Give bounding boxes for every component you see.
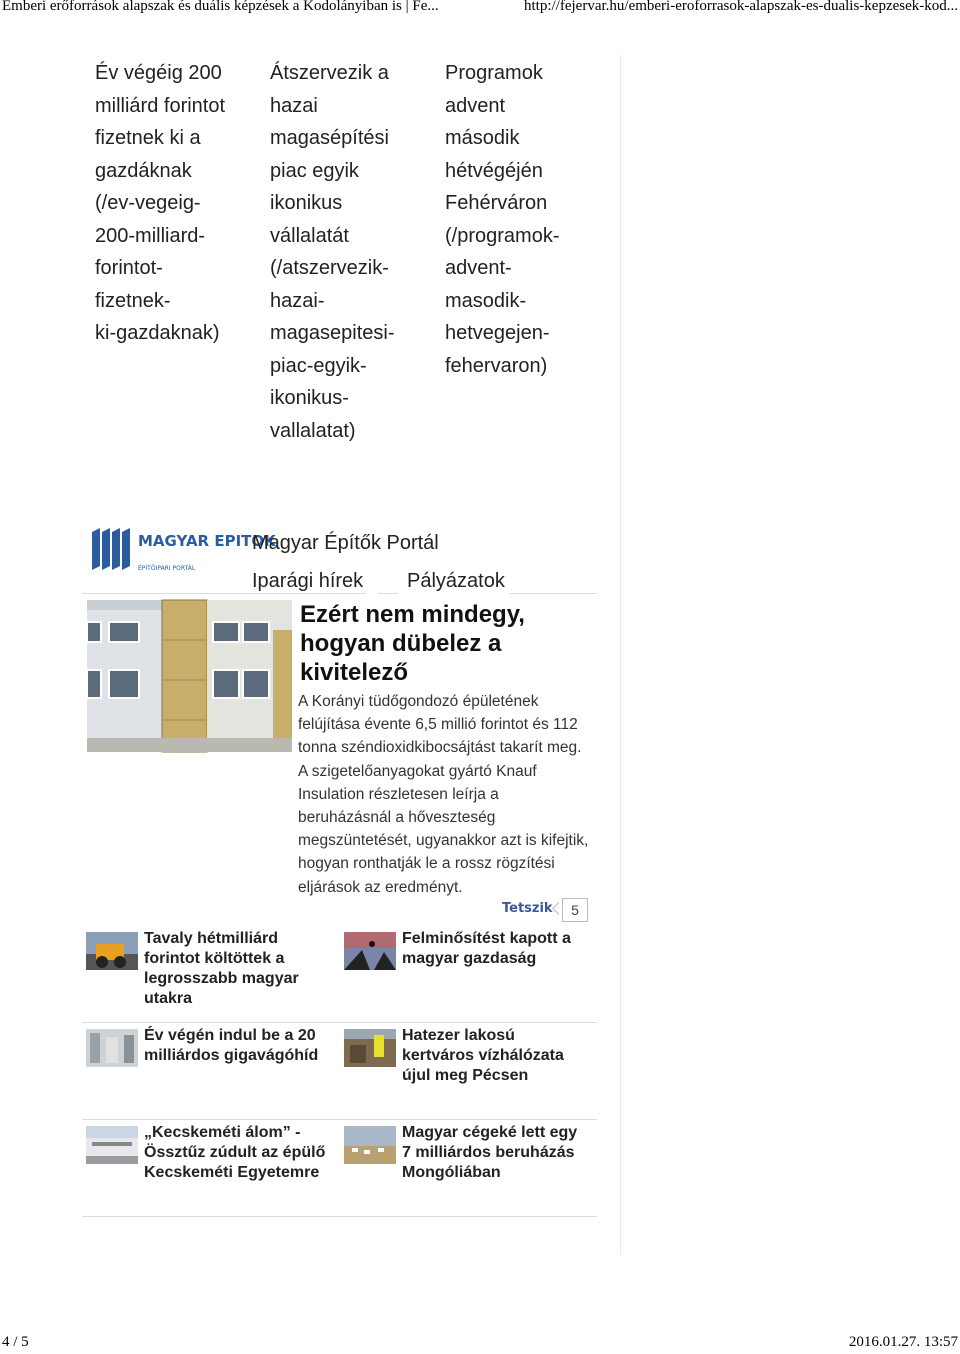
tab-underline-3 xyxy=(509,593,597,594)
row-separator xyxy=(82,1022,597,1023)
column-divider xyxy=(620,55,621,1255)
magyar-epitok-logo[interactable] xyxy=(92,526,276,574)
featured-article-body: A Korányi tüdőgondozó épületének felújítása évente 6,5 millió forintot és 112 tonna széndioxidkibocsájtást takarít meg. A szigetelőanyagokat gyártó Knauf Insulation részletesen leírja a beruházásnál a hőveszteség megszüntetését, ugyanakkor azt is kifejtik, hogyan ronthatják le a rossz rögzítési eljárások az eredményt. xyxy=(298,693,589,896)
article-thumbnail[interactable] xyxy=(344,932,396,970)
print-page-title: Emberi erőforrások alapszak és duális képzések a Kodolányiban is | Fe... xyxy=(2,0,439,14)
portal-widget xyxy=(82,518,597,1218)
print-footer xyxy=(0,1334,960,1354)
row-separator xyxy=(82,1119,597,1120)
page-number: 4 / 5 xyxy=(2,1334,29,1350)
svg-text:MAGYAR EPITOK: MAGYAR EPITOK xyxy=(138,532,276,550)
tab-palyazatok[interactable]: Pályázatok xyxy=(407,570,505,592)
article-thumbnail[interactable] xyxy=(86,1029,138,1067)
article-title[interactable]: Év végén indul be a 20 milliárdos gigavágóhíd xyxy=(144,1027,319,1064)
article-thumbnail[interactable] xyxy=(86,1126,138,1164)
article-title[interactable]: Felminősítést kapott a magyar gazdaság xyxy=(402,930,571,967)
tab-iparagi-hirek[interactable]: Iparági hírek xyxy=(252,570,364,592)
article-title[interactable]: Magyar cégeké lett egy 7 milliárdos beruházás Mongóliában xyxy=(402,1124,578,1181)
print-url: http://fejervar.hu/emberi-eroforrasok-alapszak-es-dualis-kepzesek-kod... xyxy=(524,0,958,14)
svg-text:ÉPÍTŐIPARI PORTÁL: ÉPÍTŐIPARI PORTÁL xyxy=(138,565,196,572)
tab-underline-2 xyxy=(378,593,398,594)
article-thumbnail[interactable] xyxy=(86,932,138,970)
like-button[interactable]: Tetszik xyxy=(502,901,553,916)
article-title[interactable]: „Kecskeméti álom” - Össztűz zúdult az épülő Kecskeméti Egyetemre xyxy=(144,1124,326,1181)
related-link-1[interactable]: Év végéig 200 milliárd forintot fizetnek ki a gazdáknak (/ev-vegeig- 200-milliard- forintot- fizetnek- ki-gazdaknak) xyxy=(95,62,226,344)
tab-underline-1 xyxy=(82,593,366,594)
print-timestamp: 2016.01.27. 13:57 xyxy=(848,1334,958,1350)
portal-title[interactable]: Magyar Építők Portál xyxy=(252,532,439,554)
featured-article-title[interactable]: Ezért nem mindegy, hogyan dübelez a kivitelező xyxy=(300,601,525,686)
article-thumbnail[interactable] xyxy=(344,1029,396,1067)
row-separator xyxy=(82,1216,597,1217)
print-header xyxy=(0,0,960,20)
article-title[interactable]: Hatezer lakosú kertváros vízhálózata újul meg Pécsen xyxy=(402,1027,564,1084)
featured-article-image[interactable] xyxy=(87,600,292,752)
related-link-2[interactable]: Átszervezik a hazai magasépítési piac egyik ikonikus vállalatát (/atszervezik- hazai- magasepitesi- piac-egyik- ikonikus- vallalatat) xyxy=(270,62,395,442)
article-thumbnail[interactable] xyxy=(344,1126,396,1164)
like-count: 5 xyxy=(562,898,588,922)
related-link-3[interactable]: Programok advent második hétvégéjén Fehérváron (/programok- advent- masodik- hetvegejen- fehervaron) xyxy=(445,62,560,377)
article-title[interactable]: Tavaly hétmilliárd forintot költöttek a legrosszabb magyar utakra xyxy=(144,930,299,1007)
